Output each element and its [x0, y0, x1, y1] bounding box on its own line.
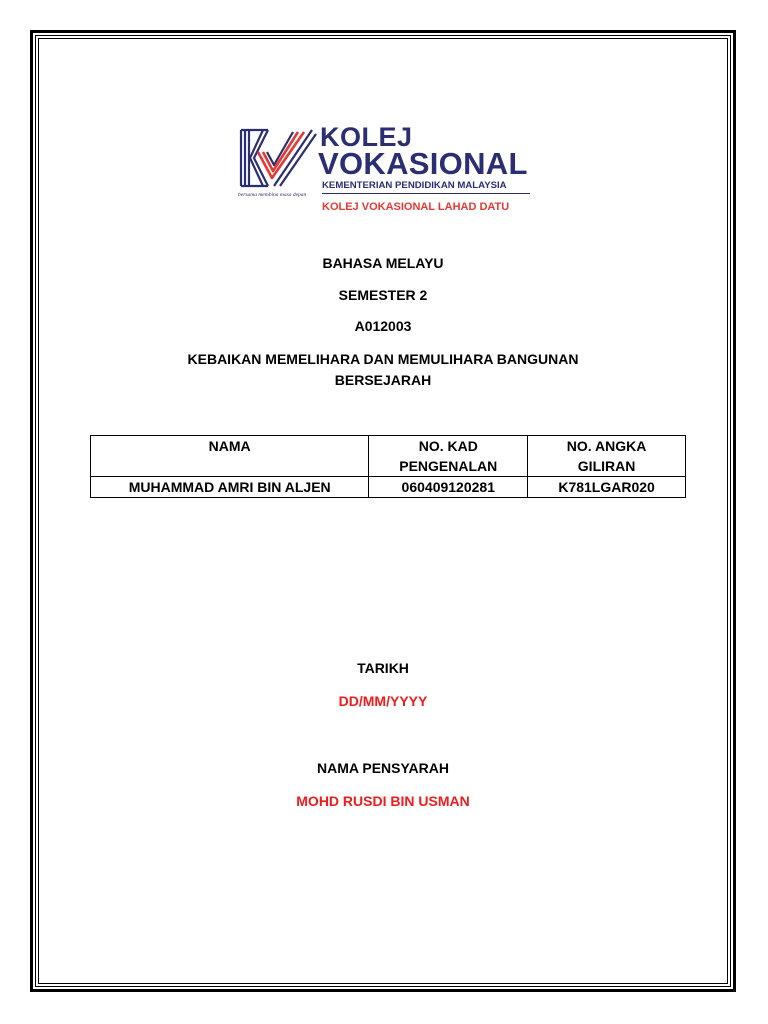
kv-logo-icon	[238, 126, 318, 190]
header-ic-line2: PENGENALAN	[399, 458, 498, 474]
course-code: A012003	[354, 318, 412, 334]
header-name-text: NAMA	[208, 438, 251, 454]
date-value: DD/MM/YYYY	[338, 693, 428, 709]
assignment-title-line2: BERSEJARAH	[334, 372, 432, 388]
header-name	[91, 436, 369, 477]
college-logo	[238, 122, 532, 218]
logo-vokasional-text: VOKASIONAL	[318, 146, 528, 181]
student-index-cell: K781LGAR020	[528, 477, 686, 498]
header-ic-line1: NO. KAD	[418, 438, 478, 454]
semester-heading: SEMESTER 2	[338, 287, 428, 303]
subject-heading: BAHASA MELAYU	[322, 255, 444, 271]
logo-tagline: bersama membina masa depan	[238, 192, 307, 198]
lecturer-label: NAMA PENSYARAH	[317, 760, 449, 776]
logo-ministry-text: KEMENTERIAN PENDIDIKAN MALAYSIA	[322, 180, 507, 191]
logo-kolej-text: KOLEJ	[320, 122, 413, 152]
assignment-title-line1: KEBAIKAN MEMELIHARA DAN MEMULIHARA BANGUNAN	[187, 351, 579, 367]
header-index-line1: NO. ANGKA	[566, 438, 647, 454]
logo-divider	[322, 193, 530, 194]
table-header-row	[91, 436, 686, 477]
table-row	[91, 477, 686, 498]
lecturer-name: MOHD RUSDI BIN USMAN	[296, 793, 470, 809]
student-info-table	[90, 435, 686, 498]
header-index-line2: GILIRAN	[577, 458, 636, 474]
date-label: TARIKH	[357, 660, 409, 676]
student-name-cell: MUHAMMAD AMRI BIN ALJEN	[91, 477, 369, 498]
header-ic	[369, 436, 528, 477]
header-index	[528, 436, 686, 477]
logo-campus-text: KOLEJ VOKASIONAL LAHAD DATU	[322, 201, 510, 213]
student-ic-cell: 060409120281	[369, 477, 528, 498]
